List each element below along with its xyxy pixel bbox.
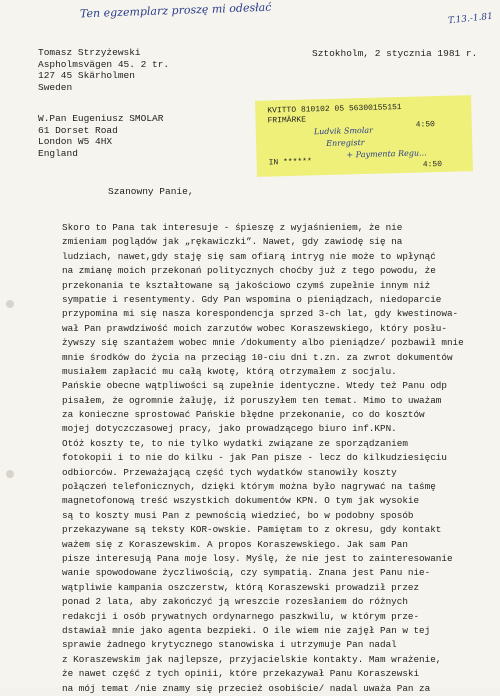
recipient-country: England (38, 147, 78, 159)
body-line: przypomina mi się nasza korespondencja sprzed 3-ch lat, gdy kwestinowa- (62, 308, 459, 320)
body-line: wątpliwie kampania oszczerstw, którą Koraszewski prowadził przez (62, 581, 420, 593)
body-line: są to koszty musi Pan z pewnością wiedzieć, bo w podobny sposób (62, 509, 414, 521)
stamp-amount: 4:50 (415, 120, 436, 130)
body-line: żywszy się szantażem wobec mnie /dokumenty albo pieniądze/ pozbawił mnie (62, 337, 464, 349)
body-line: Pańskie obecne wątpliwości są zupełnie identyczne. Wtedy też Panu odp (62, 380, 447, 392)
body-line: musiałem zapłacić mu całą kwotę, którą otrzymałem z socjalu. (62, 365, 397, 377)
body-line: zmieniam poglądów jak „rękawiczki”. Nawet, gdy zawiodę się na (62, 236, 403, 248)
handwritten-note: Ten egzemplarz proszę mi odesłać (79, 0, 272, 21)
recipient-name: W.Pan Eugeniusz SMOLAR (38, 113, 164, 124)
body-line: pisze interesują Pana moje losy. Myślę, że nie jest to zainteresowanie (62, 552, 453, 564)
sender-country: Sweden (38, 81, 73, 93)
body-line: na zmianę moich przekonań politycznych choćby już z tego powodu, że (62, 265, 436, 277)
body-line: za konieczne sprostować Pańskie błędne przekonanie, co do kosztów (62, 409, 425, 421)
sender-city: 127 45 Skärholmen (38, 70, 135, 81)
salutation: Szanowny Panie, (108, 186, 194, 197)
punch-hole (6, 300, 14, 308)
body-line: z Koraszewskim jak najlepsze, przyjacielskie kontakty. Mam wrażenie, (62, 653, 442, 665)
sender-street: Aspholmsvägen 45. 2 tr. (38, 58, 170, 70)
stamp-line: KVITTO 810102 05 56300155151 (267, 103, 402, 116)
stamp-amount: 4:50 (422, 159, 443, 170)
recipient-city: London W5 4HX (38, 136, 113, 147)
body-line: Skoro to Pana tak interesuje - śpieszę z wyjaśnieniem, że nie (62, 222, 403, 233)
body-line: przekonania te kształtowane są jakościowo czymś zupełnie innym niż (62, 279, 431, 291)
stamp-handwriting: Enregistr (326, 137, 365, 148)
body-line: połączeń telefonicznych, dzięki którym można było nagrywać na taśmę (62, 481, 436, 493)
body-line: ludziach, nawet,gdy staję się sam ofiarą intryg nie może to wpłynąć (62, 250, 436, 262)
stamp-line: FRIMÄRKE (267, 115, 307, 126)
body-line: wanie spowodowane życzliwością, czy sympatią. Znana jest Panu nie- (62, 567, 431, 579)
body-line: ponad 2 lata, aby zakończyć ją wreszcie rozesłaniem do różnych (62, 596, 408, 608)
sender-name: Tomasz Strzyżewski (38, 47, 141, 58)
body-line: fotokopii i to nie do kilku - jak Pan pisze - lecz do kilkudziesięciu (62, 452, 447, 464)
stamp-handwriting: Ludvik Smolar (313, 125, 374, 137)
body-line: ważem się z Koraszewskim. A propos Koraszewskiego. Jak sam Pan (62, 538, 408, 550)
body-line: odbiorców. Przeważającą część tych wydatków stanowiły koszty (62, 466, 397, 478)
stamp-line: IN ****** (268, 157, 312, 168)
stamp-handwriting: + Paymenta Regu... (346, 148, 427, 160)
body-line: mojej dotyczczasowej pracy, jako prowadzącego biuro inf.KPN. (62, 423, 397, 435)
recipient-street: 61 Dorset Road (38, 124, 118, 136)
postal-receipt-stamp (255, 95, 473, 177)
body-line: Otóż koszty te, to nie tylko wydatki związane ze sporządzaniem (62, 437, 408, 449)
body-line: przekazywane są teksty KOR-owskie. Pamiętam to z okresu, gdy kontakt (62, 524, 442, 536)
body-line: sympatie i resentymenty. Gdy Pan wspomina o pieniądzach, niedoparcie (62, 293, 442, 305)
body-line: pisałem, że ogromnie żałuję, iż poruszyłem ten temat. Mimo to uważam (62, 394, 442, 406)
body-line: redakcji i osób prywatnych ordynarnego paszkwilu, w którym prze- (62, 610, 420, 622)
body-line: sprawie żadnego krytycznego stanowiska i utrzymuje Pan nadal (62, 639, 397, 651)
body-line: dstawiał mnie jako agenta bezpieki. O ile wiem nie zajęł Pan w tej (62, 624, 431, 636)
sender-address (38, 47, 169, 93)
letter-body (62, 221, 478, 696)
punch-hole (6, 470, 14, 478)
recipient-address (38, 113, 163, 159)
body-line: że nawet część z tych opinii, które przekazywał Panu Koraszewski (62, 668, 420, 680)
letter-date: Sztokholm, 2 stycznia 1981 r. (312, 48, 478, 59)
body-line: wał Pan prawdziwość moich zarzutów wobec Koraszewskiego, który posłu- (62, 322, 447, 334)
body-line: magnetofonową treść wszystkich dokumentów KPN. O tym jak wysokie (62, 495, 420, 507)
body-line: mnie środków do życia na przeciąg 10-ciu dni t.zn. za zwrot dokumentów (62, 351, 453, 363)
body-line: na mój temat /nie znamy się przecież osobiście/ nadal uważa Pan za (62, 682, 431, 694)
handwritten-corner-note: T.13.-1.81 (447, 11, 494, 27)
